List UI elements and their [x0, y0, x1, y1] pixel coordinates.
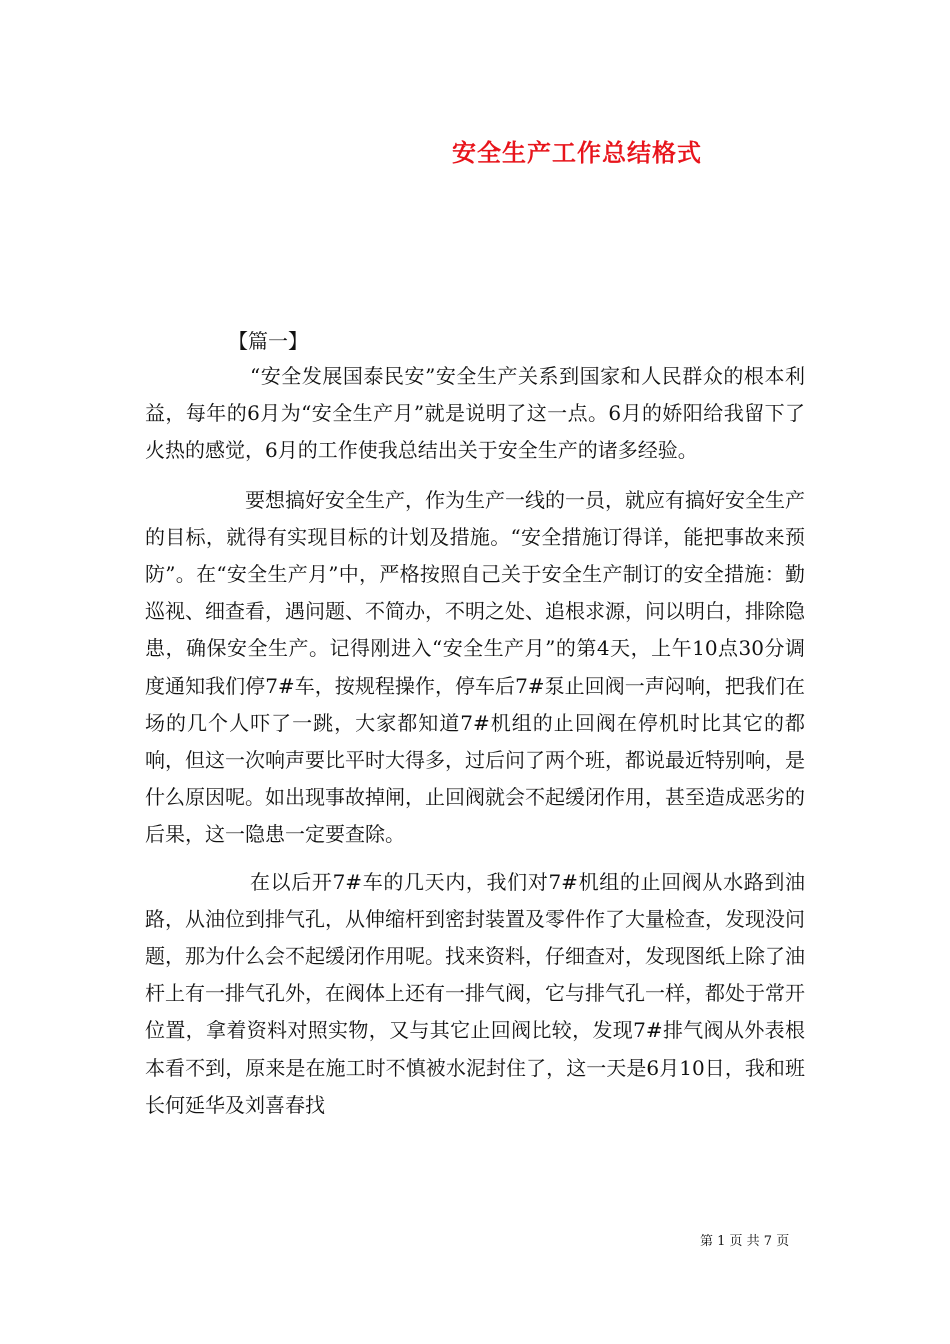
- page-number: 第 1 页 共 7 页: [700, 1234, 790, 1249]
- body-text: [145, 358, 805, 1124]
- paragraph-1: “安全发展国泰民安”安全生产关系到国家和人民群众的根本利益，每年的6月为“安全生产月”就是说明了这一点。6月的娇阳给我留下了火热的感觉，6月的工作使我总结出关于安全生产的诸多经验。: [145, 364, 805, 463]
- paragraph-2: 要想搞好安全生产，作为生产一线的一员，就应有搞好安全生产的目标，就得有实现目标的计划及措施。“安全措施订得详，能把事故来预防”。在“安全生产月”中，严格按照自己关于安全生产制订的安全措施：勤巡视、细查看，遇问题、不简办，不明之处、追根求源，问以明白，排除隐患，确保安全生产。记得刚进入“安全生产月”的第4天，上午10点30分调度通知我们停7#车，按规程操作，停车后7#泵止回阀一声闷响，把我们在场的几个人吓了一跳，大家都知道7#机组的止回阀在停机时比其它的都响，但这一次响声要比平时大得多，过后问了两个班，都说最近特别响，是什么原因呢。如出现事故掉闸，止回阀就会不起缓闭作用，甚至造成恶劣的后果，这一隐患一定要查除。: [145, 487, 805, 847]
- section-label: 【篇一】: [228, 329, 308, 353]
- page-title: 安全生产工作总结格式: [452, 138, 702, 167]
- paragraph-3: 在以后开7#车的几天内，我们对7#机组的止回阀从水路到油路，从油位到排气孔，从伸缩杆到密封装置及零件作了大量检查，发现没问题，那为什么会不起缓闭作用呢。找来资料，仔细查对，发现图纸上除了油杆上有一排气孔外，在阀体上还有一排气阀，它与排气孔一样，都处于常开位置，拿着资料对照实物，又与其它止回阀比较，发现7#排气阀从外表根本看不到，原来是在施工时不慎被水泥封住了，这一天是6月10日，我和班长何延华及刘喜春找: [145, 869, 805, 1117]
